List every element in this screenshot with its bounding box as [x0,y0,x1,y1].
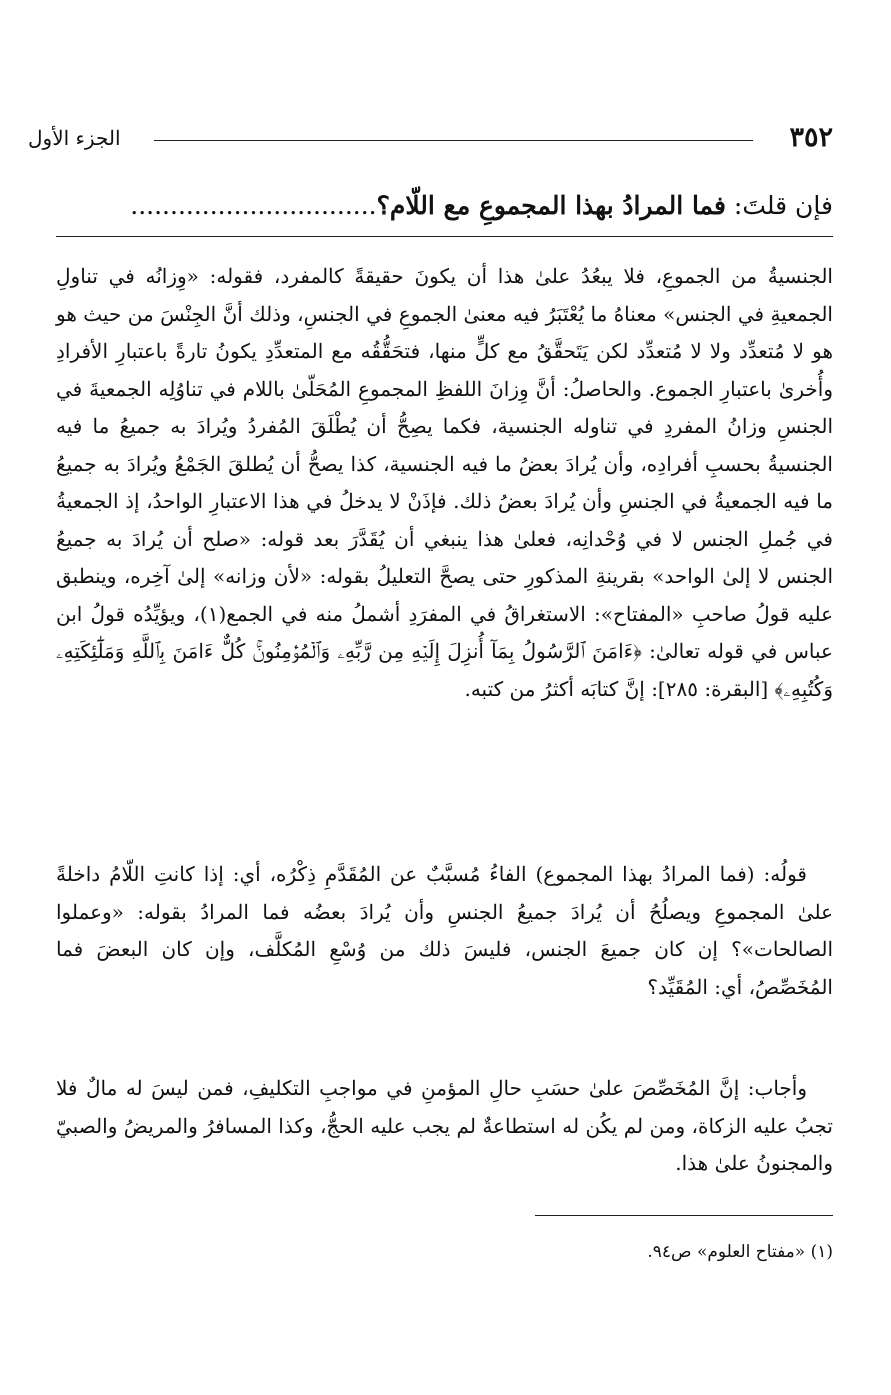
header-rule [154,140,753,141]
paragraph-text: وأجاب: إنَّ المُخَصِّصَ علىٰ حسَبِ حالِ المؤمنِ في مواجبِ التكليفِ، فمن ليسَ له مالٌ فلا تجبُ عليه الزكاة، ومن لم يكُن له استطاعةٌ لم يجب عليه الحجُّ، وكذا المسافرُ والمريضُ والصبيّ والمجنونُ علىٰ هذا. [56,1076,833,1175]
question-lead: فإن قلتَ: [725,191,833,220]
commentary-paragraph-2 [56,856,833,1006]
footnote-rule [535,1215,833,1216]
page-number: ٣٥٢ [789,122,833,153]
commentary-paragraph-1 [56,258,833,708]
footnote: (١) «مفتاح العلوم» ص٩٤. [647,1242,833,1262]
question-dots: ............................... [130,191,377,220]
commentary-paragraph-3 [56,1070,833,1183]
page-header [28,118,833,158]
question-rule [56,236,833,237]
question-bold: فما المرادُ بهذا المجموعِ مع اللّام؟ [376,191,726,220]
paragraph-text: قولُه: (فما المرادُ بهذا المجموع) الفاءُ مُسبَّبٌ عن المُقَدَّمِ ذِكْرُه، أي: إذا كانتِ اللّامُ داخلةً علىٰ المجموعِ ويصلُحُ أن يُرادَ جميعُ الجنسِ وأن يُرادَ بعضُه فما المرادُ بقوله: «وعملوا الصالحات»؟ إن كان جميعَ الجنس، فليسَ ذلك من وُسْعِ المُكلَّف، وإن كان البعضَ فما المُخَصِّصُ، أي: المُقَيِّد؟ [56,862,833,999]
part-title: الجزء الأول [28,126,121,150]
question-heading [56,178,833,234]
paragraph-text: الجنسيةُ من الجموعِ، فلا يبعُدُ علىٰ هذا أن يكونَ حقيقةً كالمفرد، فقوله: «وِزانُه في تناولِ الجمعيةِ في الجنس» معناهُ ما يُعْتَبَرُ فيه معنىٰ الجموعِ في الجنسِ، وذلك أنَّ الجِنْسَ من حيث هو هو لا مُتعدِّد ولا لا مُتعدِّد لكن يَتَحقَّقُ مع كلٍّ منها، فتحَقُّقُه مع المتعدِّدِ يكونُ تارةً باعتبارِ الأفرادِ وأُخرىٰ باعتبارِ الجموع. والحاصلُ: أنَّ وِزانَ اللفظِ المجموعِ المُحَلّىٰ باللام في تناوُلِه الجمعيةَ في الجنسِ وزانُ المفردِ في تناوله الجنسية، فكما يصِحُّ أن يُطْلَقَ المُفردُ ويُرادَ به جميعُ ما فيه الجنسيةُ بحسبِ أفرادِه، وأن يُرادَ بعضُ ما فيه الجنسية، كذا يصحُّ أن يُطلقَ الجَمْعُ ويُرادَ به جميعُ ما فيه الجمعيةُ في الجنسِ وأن يُرادَ بعضُ ذلك. فإذَنْ لا يدخلُ في هذا الاعتبارِ الواحدُ، إذ الجمعيةُ في جُملِ الجنس لا في وُحْدانِه، فعلىٰ هذا ينبغي أن يُقَدَّرَ بعد قوله: «صلح أن يُرادَ به جميعُ الجنس لا إلىٰ الواحد» بقرينةِ المذكورِ حتى يصحَّ التعليلُ بقوله: «لأن وزانه» إلىٰ آخِره، وينطبق عليه قولُ صاحبِ «المفتاح»: الاستغراقُ في المفرَدِ أشملُ منه في الجمع(١)، ويؤيِّدُه قولُ ابن عباس في قوله تعالىٰ: ﴿ءَامَنَ ٱلرَّسُولُ بِمَآ أُنزِلَ إِلَيۡهِ مِن رَّبِّهِۦ وَٱلۡمُؤۡمِنُونَۚ كُلٌّ ءَامَنَ بِٱللَّهِ وَمَلَٰٓئِكَتِهِۦ وَكُتُبِهِۦ﴾ [البقرة: ٢٨٥]: إنَّ كتابَه أكثرُ من كتبه. [56,264,834,701]
